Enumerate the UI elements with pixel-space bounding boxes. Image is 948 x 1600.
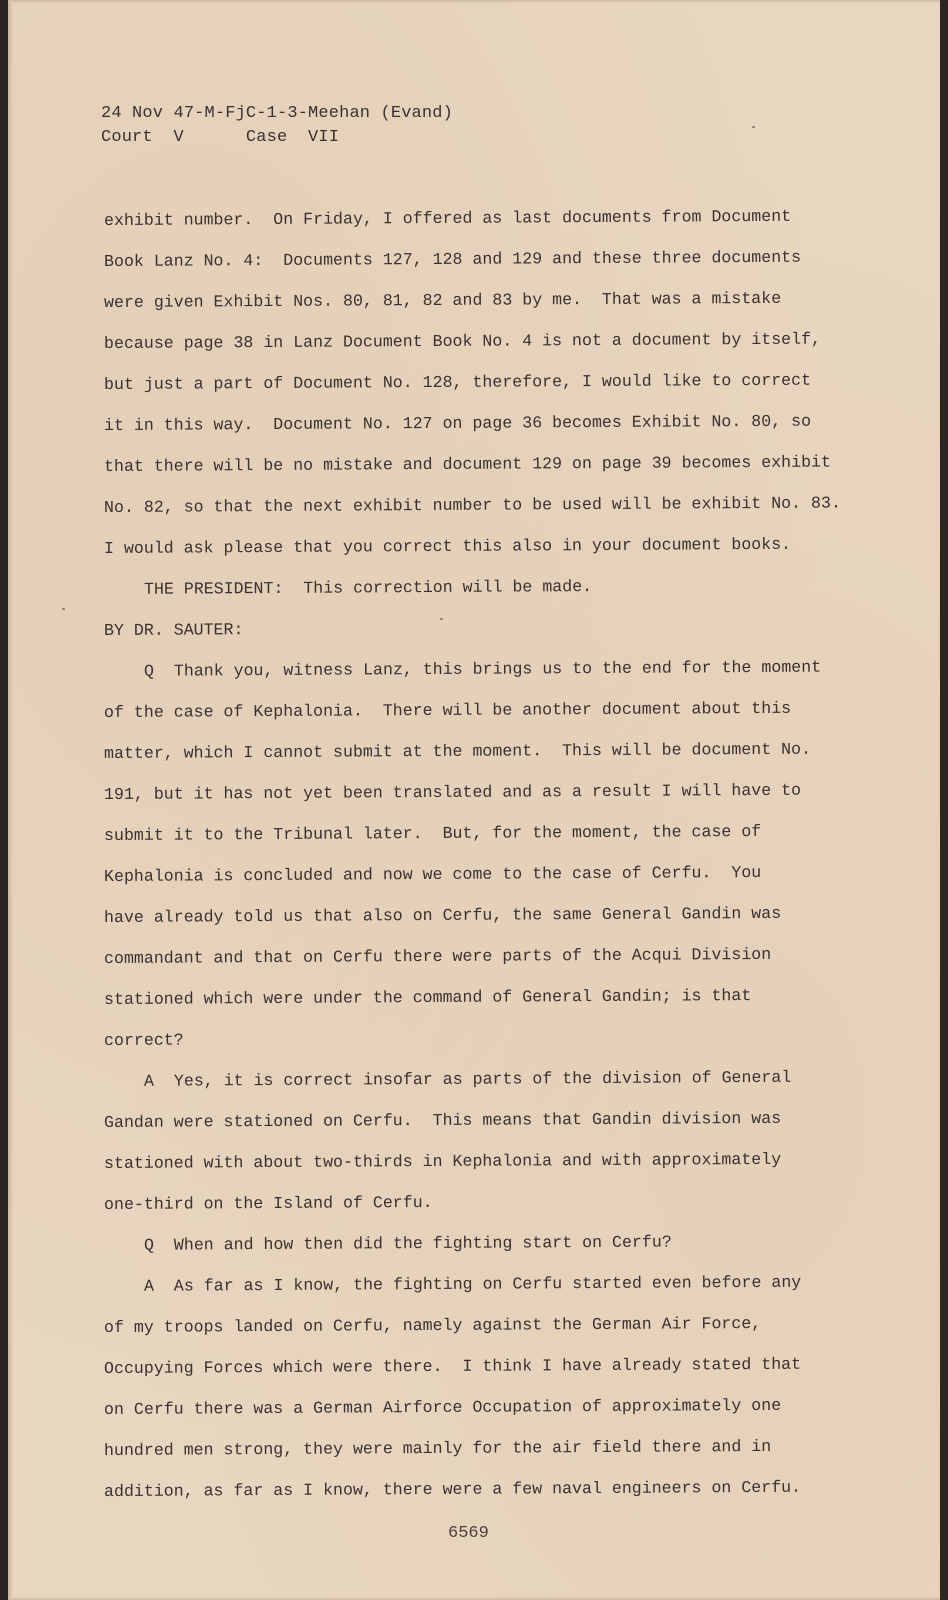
text-line: on Cerfu there was a German Airforce Occupation of approximately one xyxy=(103,1395,782,1419)
text-line: No. 82, so that the next exhibit number to be used will be exhibit No. 83. xyxy=(103,493,841,517)
text-line: correct? xyxy=(103,1030,184,1050)
text-line: addition, as far as I know, there were a few naval engineers on Cerfu. xyxy=(103,1477,802,1501)
page-left-edge xyxy=(8,0,12,1600)
text-line: have already told us that also on Cerfu, the same General Gandin was xyxy=(103,903,782,927)
text-line: that there will be no mistake and document 129 on page 39 becomes exhibit xyxy=(103,452,831,476)
text-line: were given Exhibit Nos. 80, 81, 82 and 83 by me. That was a mistake xyxy=(103,288,782,312)
text-line: but just a part of Document No. 128, therefore, I would like to correct xyxy=(103,370,812,394)
text-line: Book Lanz No. 4: Documents 127, 128 and 129 and these three documents xyxy=(103,247,802,271)
text-line: of the case of Kephalonia. There will be another document about this xyxy=(103,698,792,722)
text-line: because page 38 in Lanz Document Book No. 4 is not a document by itself, xyxy=(103,329,822,353)
document-page xyxy=(8,0,940,1600)
text-line: submit it to the Tribunal later. But, for the moment, the case of xyxy=(103,821,762,845)
text-line: Occupying Forces which were there. I think I have already stated that xyxy=(103,1354,802,1378)
text-line: matter, which I cannot submit at the moment. This will be document No. xyxy=(103,739,812,763)
question-line: Q Thank you, witness Lanz, this brings us to the end for the moment xyxy=(143,657,822,681)
text-line: of my troops landed on Cerfu, namely against the German Air Force, xyxy=(103,1313,762,1337)
page-number: 6569 xyxy=(448,1524,489,1543)
text-line: I would ask please that you correct this also in your document books. xyxy=(103,534,792,558)
transcript-body xyxy=(104,200,904,1512)
text-line: hundred men strong, they were mainly for the air field there and in xyxy=(103,1436,772,1460)
question-line: Q When and how then did the fighting start on Cerfu? xyxy=(143,1232,672,1255)
text-line: Gandan were stationed on Cerfu. This means that Gandin division was xyxy=(103,1108,782,1132)
header-line-2: Court V Case VII xyxy=(101,128,340,147)
text-line: it in this way. Document No. 127 on page 36 becomes Exhibit No. 80, so xyxy=(103,411,812,435)
text-line: one-third on the Island of Cerfu. xyxy=(103,1192,433,1214)
paper-speck xyxy=(62,608,65,610)
paper-speck xyxy=(752,126,755,128)
examiner-heading: BY DR. SAUTER: xyxy=(103,620,244,640)
text-line: stationed which were under the command of General Gandin; is that xyxy=(103,986,752,1009)
text-line: commandant and that on Cerfu there were parts of the Acqui Division xyxy=(103,944,772,968)
text-line: exhibit number. On Friday, I offered as last documents from Document xyxy=(103,206,792,230)
text-line: stationed with about two-thirds in Kephalonia and with approximately xyxy=(103,1149,782,1173)
text-line: Kephalonia is concluded and now we come to the case of Cerfu. You xyxy=(103,862,762,886)
header-line-1: 24 Nov 47-M-FjC-1-3-Meehan (Evand) xyxy=(101,104,453,123)
answer-line: A As far as I know, the fighting on Cerfu started even before any xyxy=(143,1272,802,1296)
paper-speck xyxy=(440,618,443,620)
text-line: 191, but it has not yet been translated and as a result I will have to xyxy=(103,780,802,804)
answer-line: A Yes, it is correct insofar as parts of the division of General xyxy=(143,1067,792,1091)
speaker-line: THE PRESIDENT: This correction will be made. xyxy=(143,577,593,599)
